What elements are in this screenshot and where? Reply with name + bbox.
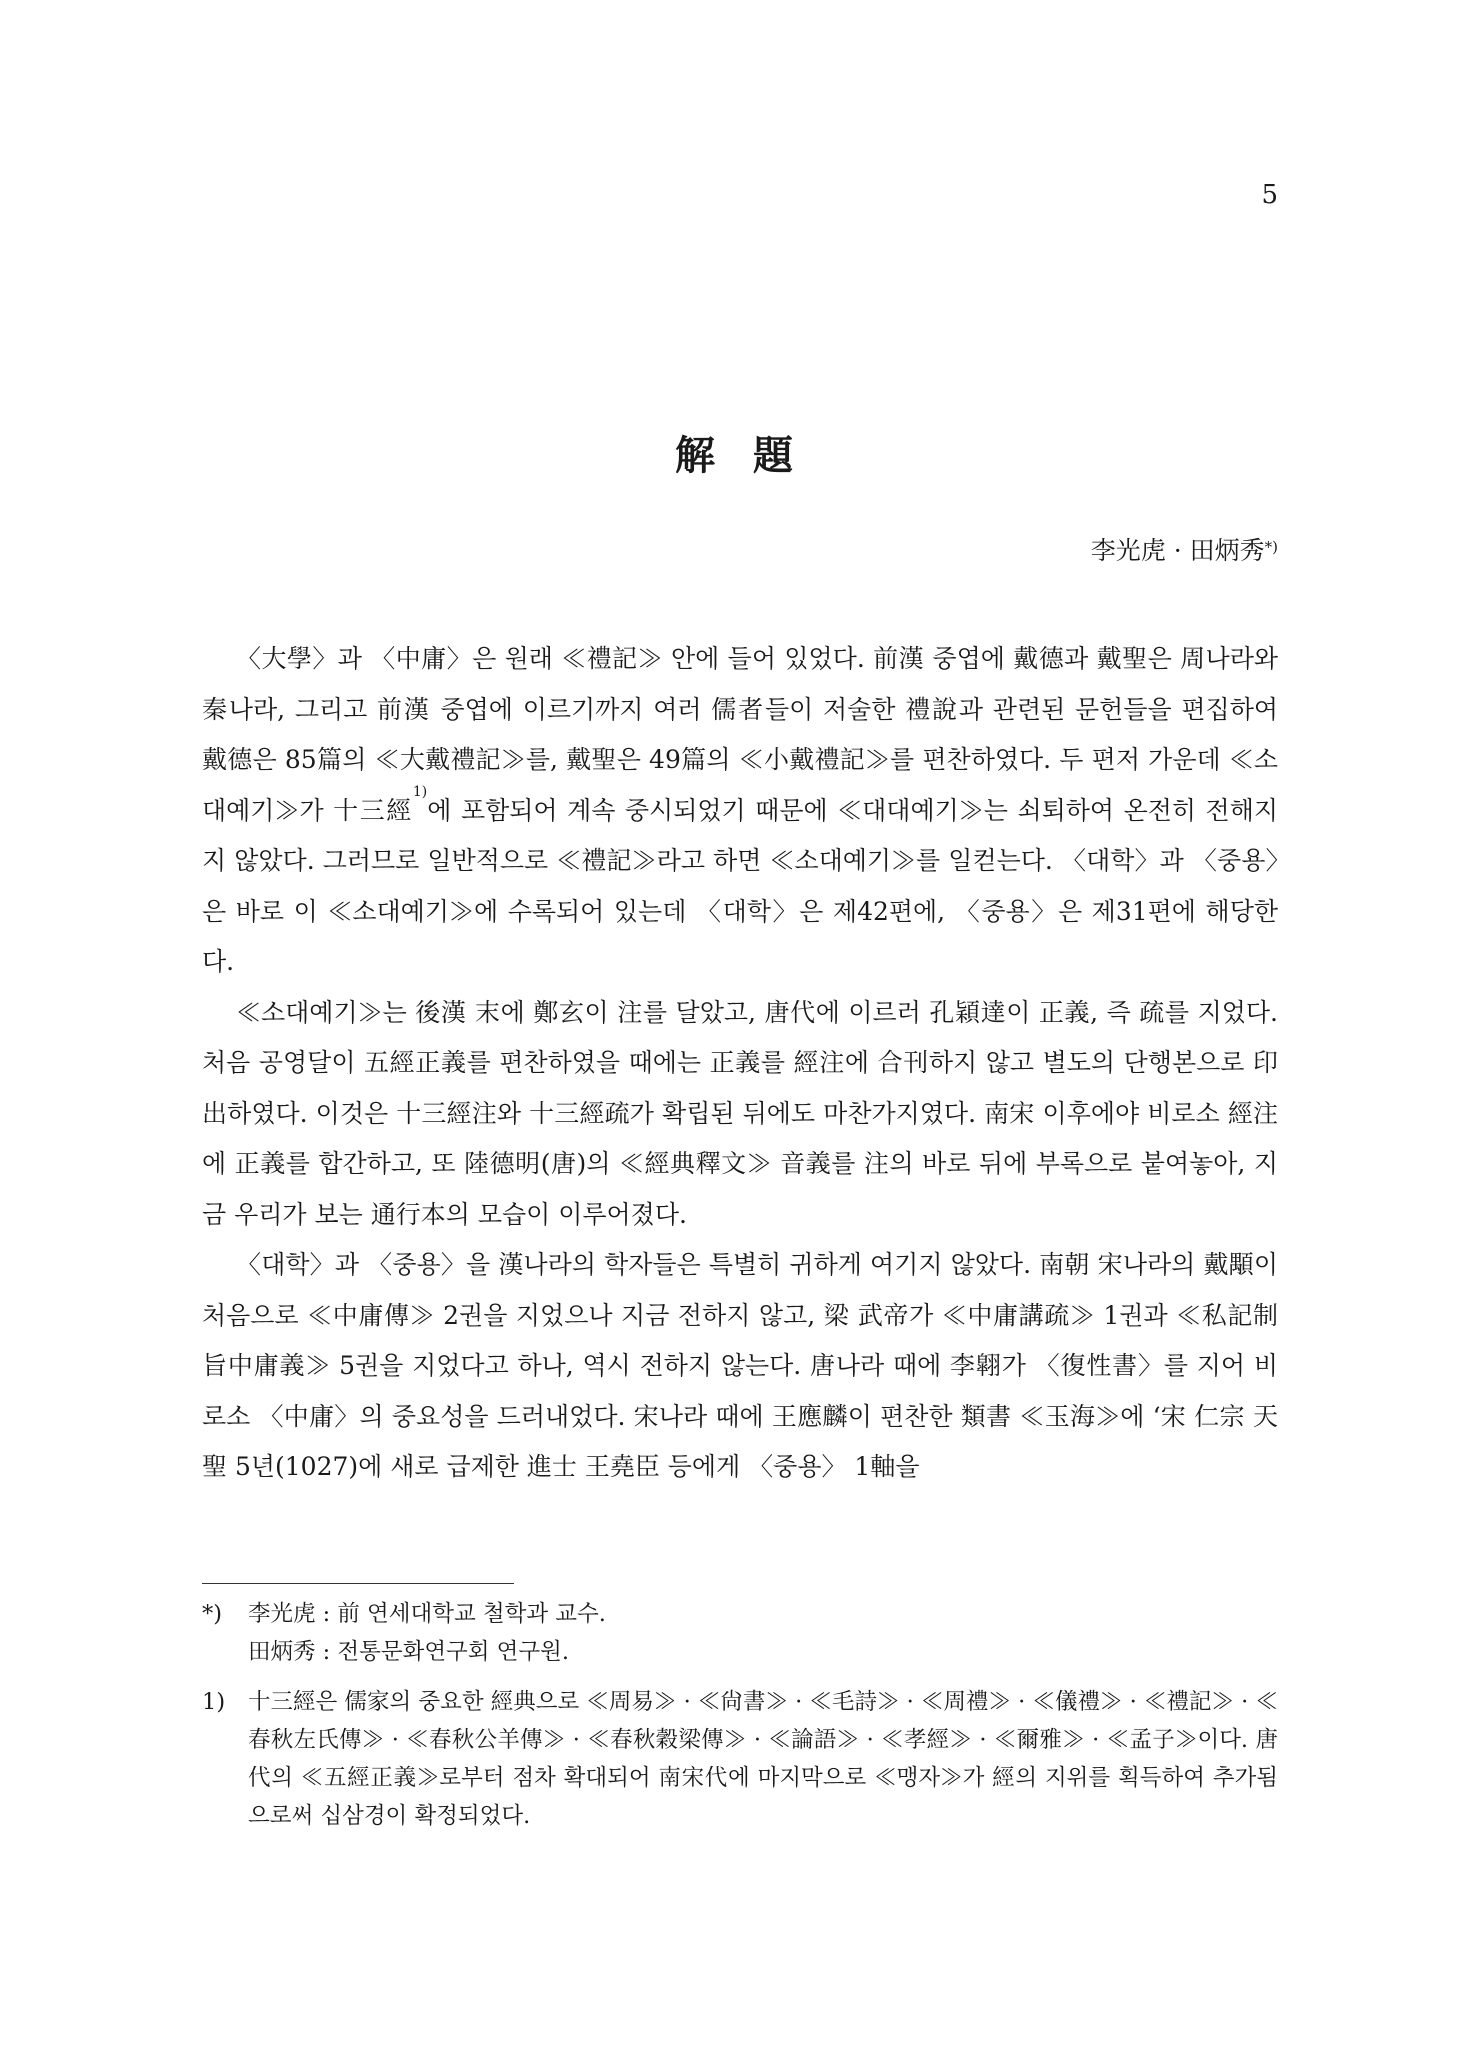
paragraph-1: [202, 634, 1278, 988]
section-title: 解 題: [675, 432, 805, 479]
footnote-line: 李光虎 : 前 연세대학교 철학과 교수.: [248, 1601, 606, 1627]
footnote-1: [202, 1683, 1278, 1835]
footnotes: [202, 1595, 1278, 1835]
paragraph-2: ≪소대예기≫는 後漢 末에 鄭玄이 注를 달았고, 唐代에 이르러 孔穎達이 正義, 즉 疏를 지었다. 처음 공영달이 五經正義를 편찬하였을 때에는 正義를 經注에 合刊하지 않고 별도의 단행본으로 印出하였다. 이것은 十三經注와 十三經疏가 확립된 뒤에도 마찬가지였다. 南宋 이후에야 비로소 經注에 正義를 합간하고, 또 陸德明(唐)의 ≪經典釋文≫ 音義를 注의 바로 뒤에 부록으로 붙여놓아, 지금 우리가 보는 通行本의 모습이 이루어졌다.: [202, 997, 1278, 1229]
footnote-body: [248, 1683, 1278, 1835]
paragraph-3: 〈대학〉과 〈중용〉을 漢나라의 학자들은 특별히 귀하게 여기지 않았다. 南朝 宋나라의 戴顒이 처음으로 ≪中庸傳≫ 2권을 지었으나 지금 전하지 않고, 梁 武帝가 ≪中庸講疏≫ 1권과 ≪私記制旨中庸義≫ 5권을 지었다고 하나, 역시 전하지 않는다. 唐나라 때에 李翶가 〈復性書〉를 지어 비로소 〈中庸〉의 중요성을 드러내었다. 宋나라 때에 王應麟이 편찬한 類書 ≪玉海≫에 ‘宋 仁宗 天聖 5년(1027)에 새로 급제한 進士 王堯臣 등에게 〈중용〉 1軸을: [202, 1250, 1278, 1481]
paragraph-1-text-a: 〈大學〉과 〈中庸〉은 원래 ≪禮記≫ 안에 들어 있었다. 前漢 중엽에 戴德과 戴聖은 周나라와 秦나라, 그리고 前漢 중엽에 이르기까지 여러 儒者들이 저술한 禮說과 관련된 문헌들을 편집하여 戴德은 85篇의 ≪大戴禮記≫를, 戴聖은 49篇의 ≪小戴禮記≫를 편찬하였다. 두 편저 가운데 ≪소대예기≫가 十三經: [202, 644, 1278, 825]
body-text: [202, 634, 1278, 1493]
footnote-mark: 1): [202, 1689, 226, 1715]
footnote-text: 十三經은 儒家의 중요한 經典으로 ≪周易≫ · ≪尙書≫ · ≪毛詩≫ · ≪周禮≫ · ≪儀禮≫ · ≪禮記≫ · ≪春秋左氏傳≫ · ≪春秋公羊傳≫ · ≪春秋穀梁傳≫ · ≪論語≫ · ≪孝經≫ · ≪爾雅≫ · ≪孟子≫이다. 唐代의 ≪五經正義≫로부터 점차 확대되어 南宋代에 마지막으로 ≪맹자≫가 經의 지위를 획득하여 추가됨으로써 십삼경이 확정되었다.: [248, 1689, 1278, 1829]
footnote-body: [248, 1595, 1278, 1671]
footnote-mark: *): [202, 1601, 223, 1627]
author-names: 李光虎 · 田炳秀: [1090, 536, 1265, 565]
footnote-divider: [202, 1583, 514, 1584]
page-number: 5: [1261, 180, 1278, 210]
author-line: [1091, 535, 1278, 567]
paragraph-1-text-b: 에 포함되어 계속 중시되었기 때문에 ≪대대예기≫는 쇠퇴하여 온전히 전해지지 않았다. 그러므로 일반적으로 ≪禮記≫라고 하면 ≪소대예기≫를 일컫는다. 〈대학〉과 〈중용〉은 바로 이 ≪소대예기≫에 수록되어 있는데 〈대학〉은 제42편에, 〈중용〉은 제31편에 해당한다.: [202, 795, 1278, 976]
footnote-ref-1[interactable]: 1): [412, 783, 428, 800]
footnote-author: [202, 1595, 1278, 1671]
author-footnote-mark: *): [1264, 538, 1278, 556]
footnote-line: 田炳秀 : 전통문화연구회 연구원.: [248, 1639, 570, 1665]
